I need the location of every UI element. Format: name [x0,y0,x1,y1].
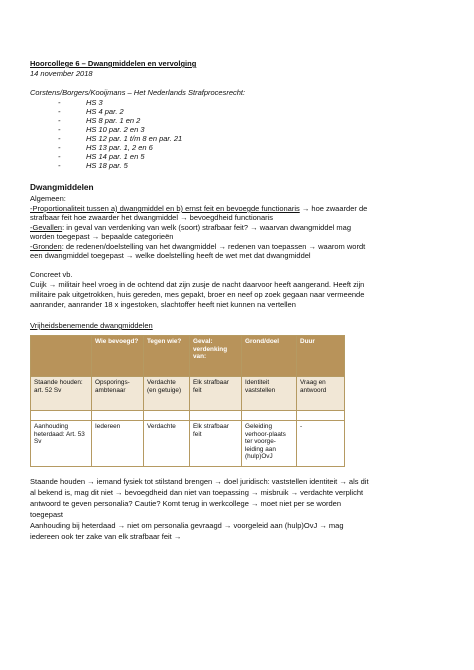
document-page: Hoorcollege 6 – Dwangmiddelen en vervolging 14 november 2018 Corstens/Borgers/Kooijmans – Het Nederlands Strafprocesrecht: - HS 3 - HS 4 par. 2 - HS 8 par. 1 en 2 - HS 10 par. 2 en 3 - HS 12 par. 1 t/m 8 en par. 21 - HS 13 par. 1, 2 en 6 - HS 14 par. 1 en 5 - HS 18 par. 5 Dwangmiddelen Algemeen: -Proportionaliteit tussen a) dwangmiddel en b) ernst feit en bevoegde functionaris → hoe zwaarder de strafbaar feit hoe zwaarder het dwangmiddel → bevoegdheid functionaris -Gevallen: in geval van verdenking van welk (soort) strafbaar feit? → waarvan dwangmiddel mag worden toegepast → bepaalde categorieën -Gronden: de redenen/doelstelling van het dwangmiddel → redenen van toepassen → waarom wordt een dwangmiddel toegepast → welke doelstelling heeft de wet met dat dwangmiddel Concreet vb. Cuijk → militair heel vroeg in de ochtend dat zijn zusje de nacht daarvoor heeft aangerand. Heeft zijn militaire pak uitgetrokken, huis gereden, mes gepakt, broer en neef op zoek gegaan naar vermeende aanrander, aanrander 18 x ingestoken, slachtoffer heeft niet kunnen na vertellen Vrijheidsbenemende dwangmiddelen Wie bevoegd? Tegen wie? Geval: verdenking van: Grond/doel Duur Staande houden: art. 52 Sv Opsporings-ambtenaar Verdachte (en getuige) Elk strafbaar feit Identiteit vaststellen Vraag en antwoord Aanhouding heterdaad: Art. 53 Sv Iedereen Verdachte Elk strafbaar feit Geleiding verhoor-plaats ter voorge-leiding aan (hulp)OvJ - Staande houden → iemand fysiek tot stilstand brengen → doel juridisch: vaststellen identiteit → als dit al bekend is, mag dit niet → bevoegdheid dan niet van toepassing → misbruik → verdachte verplicht antwoord te geven personalia? Cautie? Komt terug in werkcollege → moet niet per se worden toegepast Aanhouding bij heterdaad → niet om personalia gevraagd → voorgeleid aan (hulp)OvJ → mag iedereen ook ter zake van elk strafbaar feit → [30,59,369,541]
table-header-row [31,336,345,377]
page-title: Hoorcollege 6 – Dwangmiddelen en vervolging [30,59,197,68]
table-row [31,421,345,467]
table-header-cell: Grond/doel [242,336,297,377]
table-cell: Opsporings-ambtenaar [92,377,144,411]
table-cell: Iedereen [92,421,144,467]
proportionaliteit-line-2: strafbaar feit hoe zwaarder het dwangmiddel → bevoegdheid functionaris [30,213,274,222]
source-reference: Corstens/Borgers/Kooijmans – Het Nederlands Strafprocesrecht: [30,88,246,97]
cuijk-line-1: Cuijk → militair heel vroeg in de ochtend dat zijn zusje de nacht daarvoor heeft aangerand. Heeft zijn [30,280,365,289]
table-cell: Staande houden: art. 52 Sv [31,377,92,411]
cuijk-line-3: aanrander, aanrander 18 x ingestoken, slachtoffer heeft niet kunnen na vertellen [30,300,296,309]
dwangmiddelen-table [30,335,345,467]
algemeen-label: Algemeen: [30,194,66,203]
table-cell: Vraag en antwoord [297,377,345,411]
table-header-cell: Duur [297,336,345,377]
lecture-date: 14 november 2018 [30,69,93,78]
staande-line-3: antwoord te geven personalia? Cautie? Komt terug in werkcollege → moet niet per se worden [30,499,342,508]
table-cell: Aanhouding heterdaad: Art. 53 Sv [31,421,92,467]
table-header-cell: Wie bevoegd? [92,336,144,377]
table-cell: Elk strafbaar feit [190,421,242,467]
table-cell: - [297,421,345,467]
table-cell: Identiteit vaststellen [242,377,297,411]
table-header-cell [31,336,92,377]
table-row [31,377,345,411]
table-cell: Verdachte [144,421,190,467]
proportionaliteit-line: -Proportionaliteit tussen a) dwangmiddel en b) ernst feit en bevoegde functionaris → hoe zwaarder de [30,204,368,213]
gronden-line-2: een dwangmiddel toegepast → welke doelstelling heeft de wet met dat dwangmiddel [30,251,311,260]
aanhouding-line-2: iedereen ook ter zake van elk strafbaar feit → [30,532,182,541]
table-header-cell: Tegen wie? [144,336,190,377]
table-spacer-row [31,411,345,421]
table-cell: Elk strafbaar feit [190,377,242,411]
table-cell: Geleiding verhoor-plaats ter voorge-leiding aan (hulp)OvJ [242,421,297,467]
gronden-line: -Gronden: de redenen/doelstelling van het dwangmiddel → redenen van toepassen → waarom wordt [30,242,366,251]
aanhouding-line-1: Aanhouding bij heterdaad → niet om personalia gevraagd → voorgeleid aan (hulp)OvJ → mag [30,521,344,530]
table-header-cell: Geval: verdenking van: [190,336,242,377]
section-heading: Dwangmiddelen [30,182,94,192]
concreet-label: Concreet vb. [30,270,73,279]
table-title: Vrijheidsbenemende dwangmiddelen [30,321,153,330]
staande-line-4: toegepast [30,510,63,519]
table-cell: Verdachte (en getuige) [144,377,190,411]
staande-line-2: al bekend is, mag dit niet → bevoegdheid dan niet van toepassing → misbruik → verdachte verplicht [30,488,364,497]
gevallen-line-2: worden toegepast → bepaalde categorieën [30,232,174,241]
staande-line-1: Staande houden → iemand fysiek tot stilstand brengen → doel juridisch: vaststellen identiteit → als dit [30,477,369,486]
gevallen-line: -Gevallen: in geval van verdenking van welk (soort) strafbaar feit? → waarvan dwangmiddel mag [30,223,352,232]
cuijk-line-2: militaire pak uitgetrokken, huis gereden, mes gepakt, broer en neef op zoek gegaan naar vermeende [30,290,365,299]
